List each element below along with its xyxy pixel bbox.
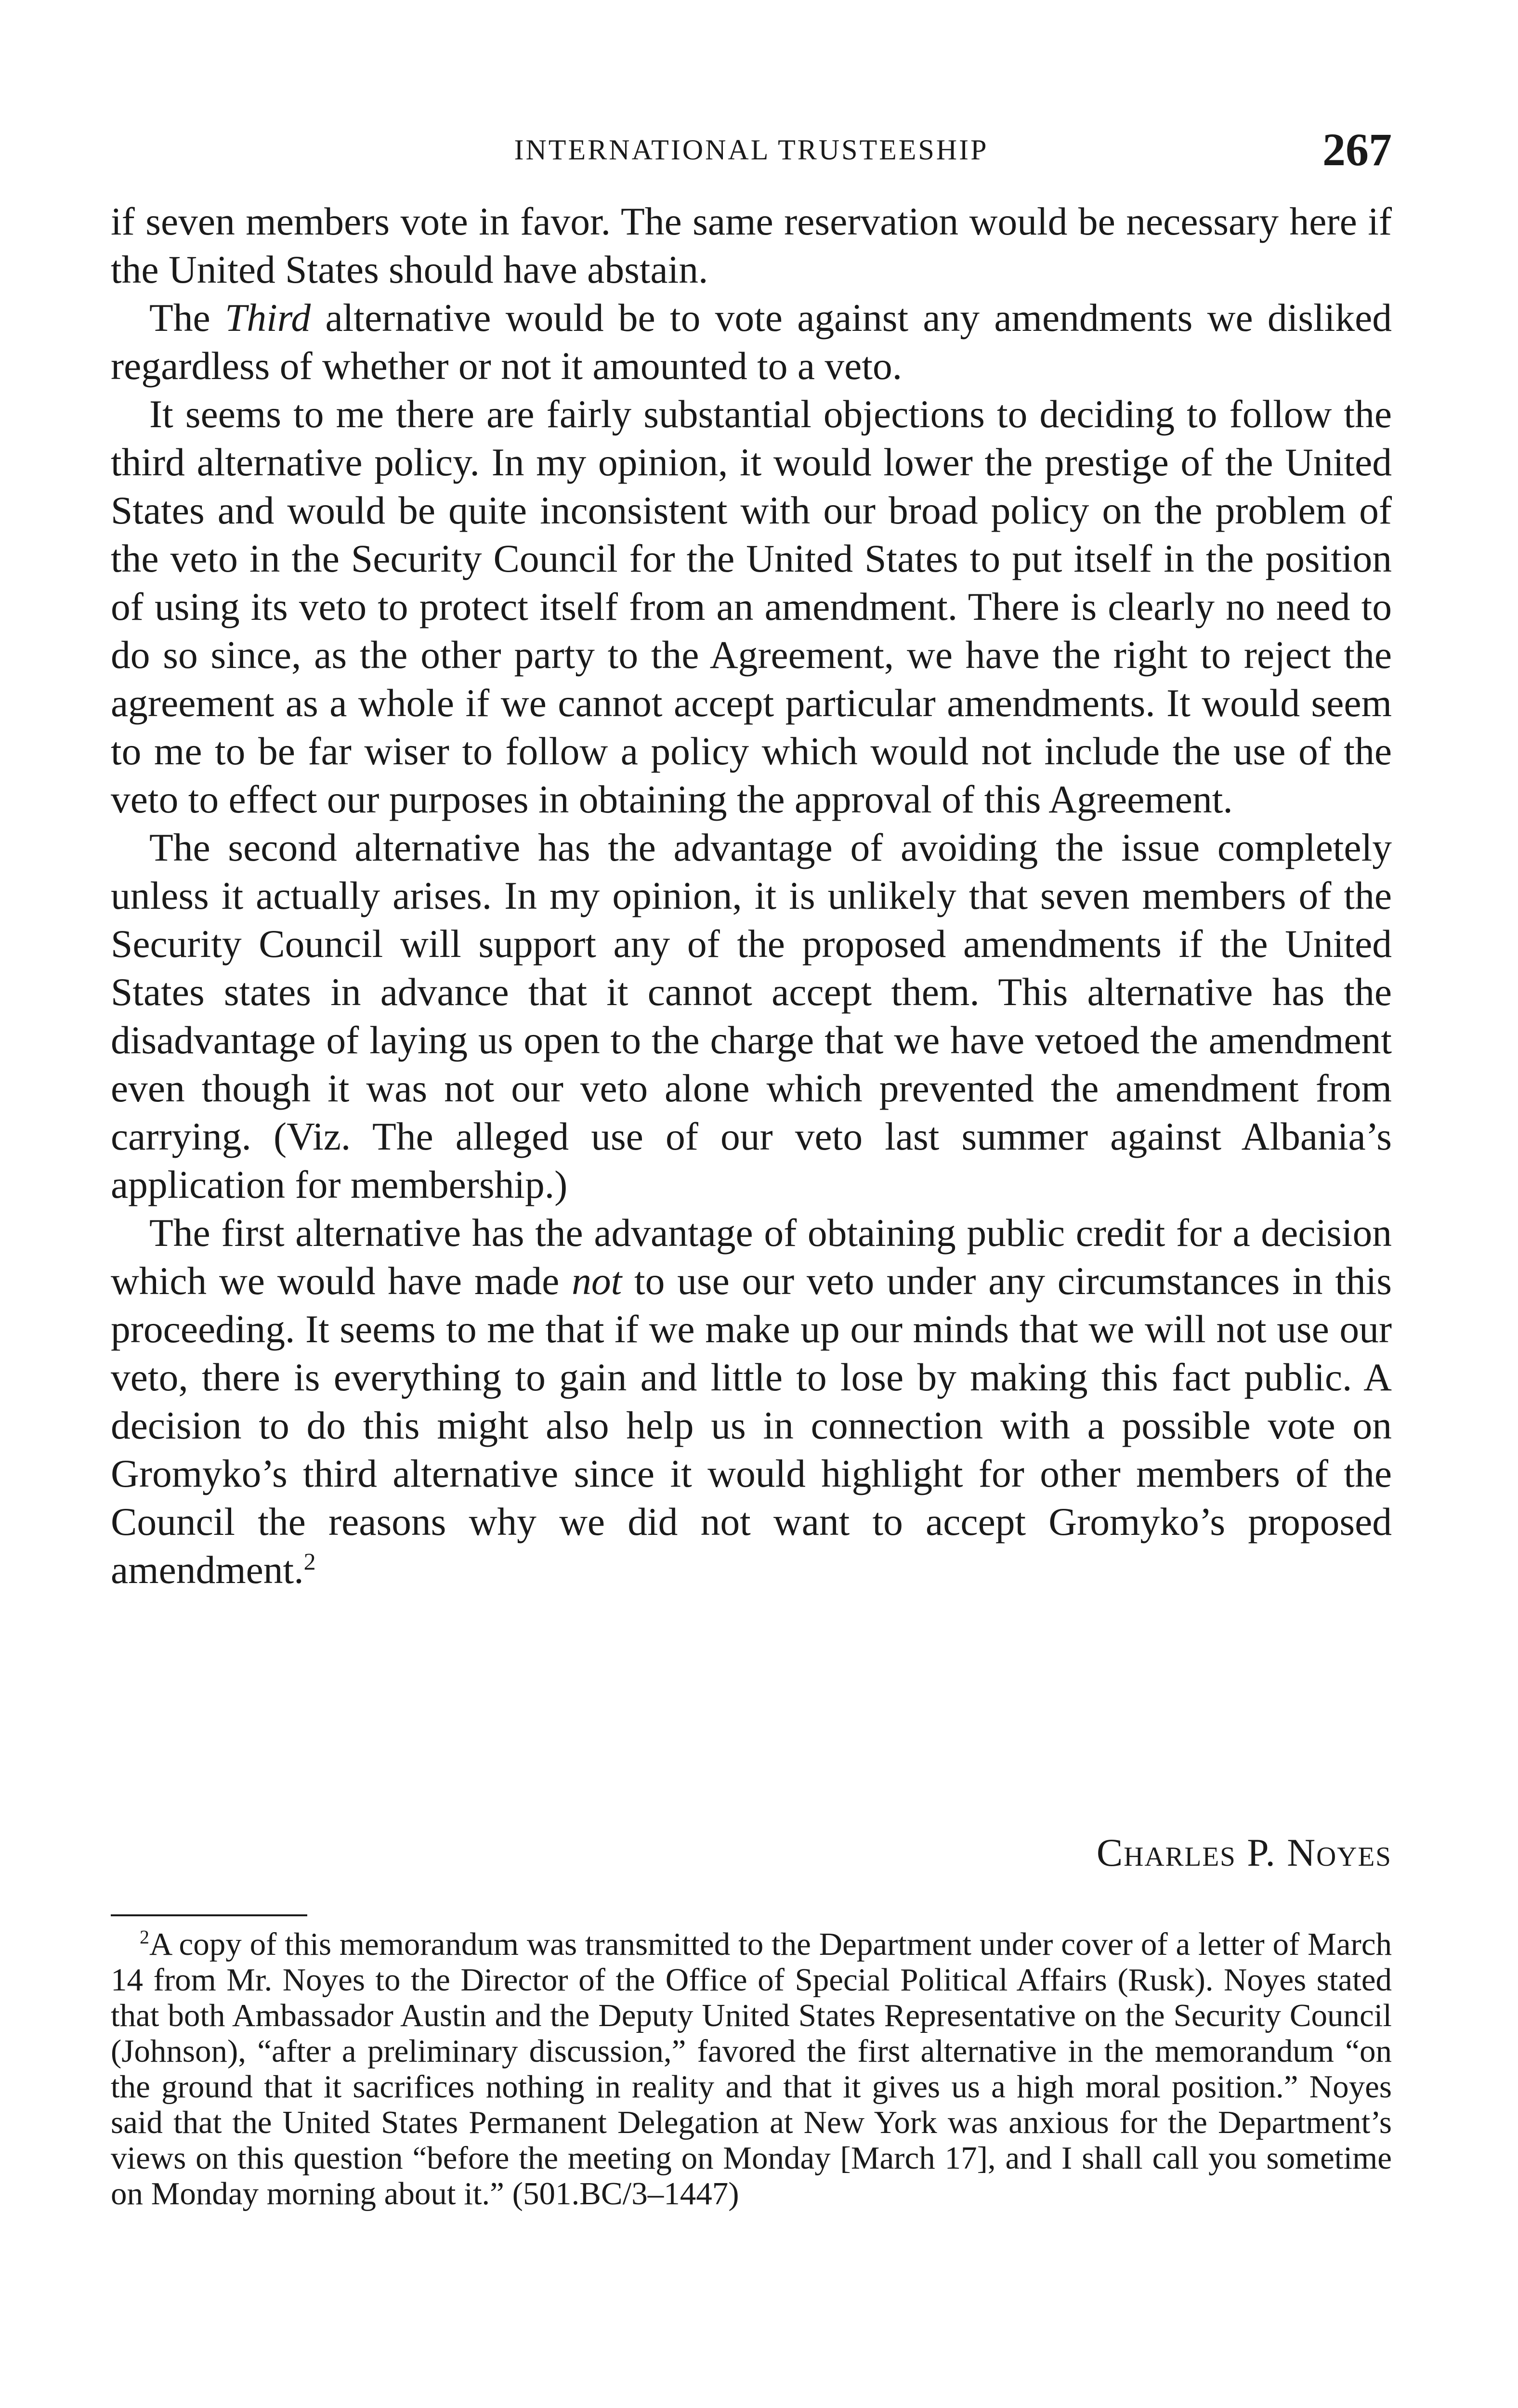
footnote-marker: 2	[140, 1926, 149, 1948]
footnote-reference: 2	[303, 1547, 316, 1575]
signature: Charles P. Noyes	[1096, 1831, 1392, 1874]
footnote-divider	[111, 1914, 307, 1916]
paragraph-2-lead: The	[149, 296, 225, 340]
footnote	[111, 1926, 1392, 2212]
paragraph-4	[111, 824, 1392, 1209]
paragraph-2-rest: alternative would be to vote against any amendments we disliked regardless of whether or not it amounted to a veto.	[111, 296, 1392, 388]
paragraph-1-text: if seven members vote in favor. The same reservation would be necessary here if the United States should have abstain.	[111, 199, 1392, 291]
paragraph-2	[111, 294, 1392, 390]
paragraph-5-lead: The first alternative has the advantage of obtaining public credit for a decision which we would have made	[111, 1211, 1392, 1303]
paragraph-5-emphasis: not	[572, 1259, 622, 1303]
body-text	[111, 197, 1392, 1594]
paragraph-3	[111, 390, 1392, 824]
paragraph-1	[111, 197, 1392, 294]
paragraph-5-rest: to use our veto under any circumstances in this proceeding. It seems to me that if we make up our minds that we will not use our veto, there is everything to gain and little to lose by making this fact public. A decision to do this might also help us in connection with a possible vote on Gromyko’s third alternative since it would highlight for other members of the Council the reasons why we did not want to accept Gromyko’s proposed amendment.	[111, 1259, 1392, 1592]
paragraph-4-text: The second alternative has the advantage of avoiding the issue completely unless it actually arises. In my opinion, it is unlikely that seven members of the Security Council will support any of the proposed amendments if the United States states in advance that it cannot accept them. This alternative has the disadvantage of laying us open to the charge that we have vetoed the amendment even though it was not our veto alone which prevented the amendment from carrying. (Viz. The alleged use of our veto last summer against Albania’s application for membership.)	[111, 825, 1392, 1206]
paragraph-5	[111, 1209, 1392, 1594]
page-number: 267	[1322, 124, 1392, 175]
running-title: INTERNATIONAL TRUSTEESHIP	[514, 134, 989, 166]
paragraph-2-emphasis: Third	[225, 296, 311, 340]
paragraph-3-text: It seems to me there are fairly substantial objections to deciding to follow the third alternative policy. In my opinion, it would lower the prestige of the United States and would be quite inconsistent with our broad policy on the problem of the veto in the Security Council for the United States to put itself in the position of using its veto to protect itself from an amendment. There is clearly no need to do so since, as the other party to the Agreement, we have the right to reject the agreement as a whole if we cannot accept particular amendments. It would seem to me to be far wiser to follow a policy which would not include the use of the veto to effect our purposes in obtaining the approval of this Agreement.	[111, 392, 1392, 821]
footnote-text: A copy of this memorandum was transmitted to the Department under cover of a letter of March 14 from Mr. Noyes to the Director of the Office of Special Political Affairs (Rusk). Noyes stated that both Ambassador Austin and the Deputy United States Representative on the Security Council (Johnson), “after a preliminary discussion,” favored the first alternative in the memorandum “on the ground that it sacrifices nothing in reality and that it gives us a high moral position.” Noyes said that the United States Permanent Delegation at New York was anxious for the Department’s views on this question “before the meeting on Monday [March 17], and I shall call you sometime on Monday morning about it.” (501.BC/3–1447)	[111, 1926, 1392, 2212]
running-head	[111, 123, 1392, 176]
